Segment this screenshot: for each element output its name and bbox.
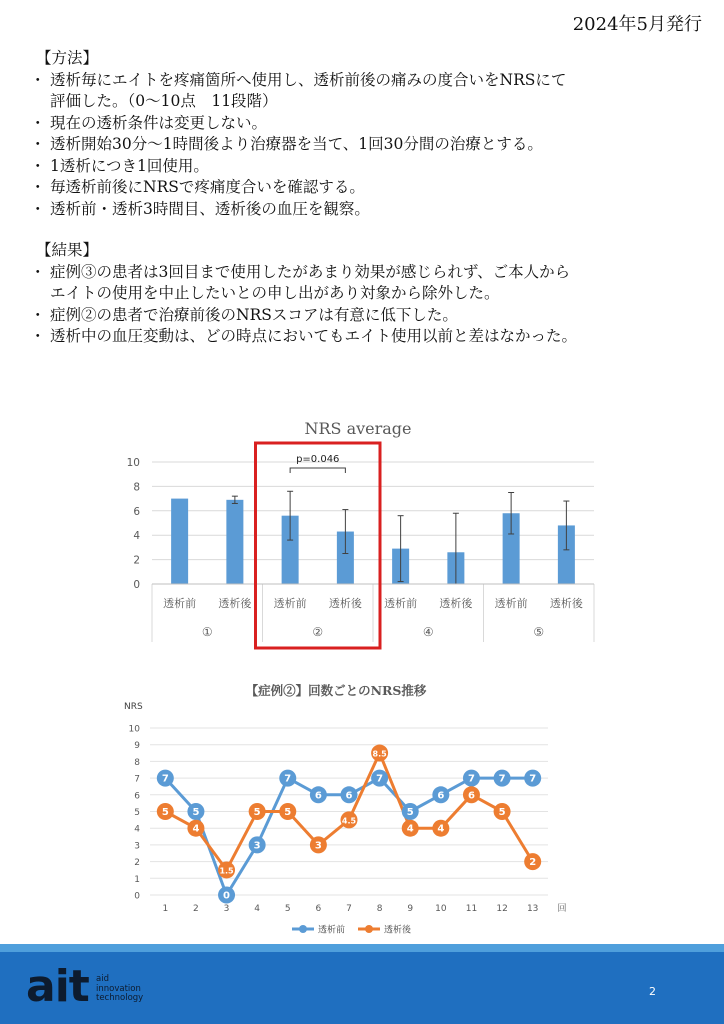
legend-label: 透析後 xyxy=(384,925,412,936)
x-unit-label: 回 xyxy=(557,904,567,914)
y-tick-label: 0 xyxy=(133,579,140,591)
x-category-label: 透析後 xyxy=(218,597,252,610)
p-value-label: p=0.046 xyxy=(296,454,340,465)
x-category-label: 透析前 xyxy=(163,597,197,610)
data-label: 6 xyxy=(314,790,322,802)
y-tick-label: 6 xyxy=(134,791,140,802)
results-heading: 【結果】 xyxy=(36,241,99,259)
y-tick-label: 2 xyxy=(134,858,140,869)
data-label: 5 xyxy=(192,807,200,818)
x-tick-label: 8 xyxy=(376,904,383,914)
data-label: 6 xyxy=(467,790,475,802)
x-group-label: ② xyxy=(312,625,324,639)
data-label: 6 xyxy=(437,790,445,802)
x-tick-label: 1 xyxy=(162,904,169,914)
x-tick-label: 13 xyxy=(526,904,539,914)
chart-title: NRS average xyxy=(304,419,412,438)
bar xyxy=(226,500,243,584)
x-tick-label: 2 xyxy=(193,904,199,914)
methods-heading: 【方法】 xyxy=(36,49,99,67)
data-label: 3 xyxy=(253,840,261,852)
methods-item: ・ 透析開始30分～1時間後より治療器を当て、1回30分間の治療とする。 xyxy=(30,134,700,156)
data-label: 5 xyxy=(253,807,261,818)
legend-label: 透析前 xyxy=(318,925,346,936)
methods-item: ・ 現在の透析条件は変更しない。 xyxy=(30,113,700,135)
methods-section xyxy=(30,48,700,220)
logo-sub-line: innovation xyxy=(96,983,141,994)
data-label: 7 xyxy=(467,773,475,785)
data-label: 7 xyxy=(498,773,506,785)
issue-date: 2024年5月発行 xyxy=(572,14,702,35)
x-tick-label: 11 xyxy=(465,904,478,914)
methods-item: ・ 毎透析前後にNRSで疼痛度合いを確認する。 xyxy=(30,177,700,199)
results-item: ・ 症例③の患者は3回目まで使用したがあまり効果が感じられず、ご本人から エイトの使用を中止したいとの申し出があり対象から除外した。 xyxy=(30,262,700,305)
chart-title: 【症例②】回数ごとのNRS推移 xyxy=(245,683,427,698)
data-label: 4.5 xyxy=(341,816,357,826)
data-label: 0 xyxy=(223,890,231,902)
data-label: 4 xyxy=(406,823,414,835)
data-label: 8.5 xyxy=(372,749,387,759)
highlight-box xyxy=(256,443,381,648)
y-tick-label: 1 xyxy=(134,874,140,885)
footer-bar xyxy=(0,952,724,1024)
data-label: 5 xyxy=(161,807,169,818)
methods-item: ・ 1透析につき1回使用。 xyxy=(30,156,700,178)
x-group-label: ⑤ xyxy=(533,625,545,639)
methods-item: ・ 透析毎にエイトを疼痛箇所へ使用し、透析前後の痛みの度合いをNRSにて 評価した。（0～10点 11段階） xyxy=(30,70,700,113)
data-label: 1.5 xyxy=(219,866,234,876)
significance-bracket xyxy=(290,468,345,473)
data-label: 5 xyxy=(498,807,506,818)
x-tick-label: 10 xyxy=(435,904,447,914)
y-tick-label: 2 xyxy=(133,554,140,567)
x-tick-label: 5 xyxy=(284,904,291,914)
y-tick-label: 10 xyxy=(128,724,140,735)
x-category-label: 透析前 xyxy=(494,597,528,610)
logo-subtitle xyxy=(96,975,176,1004)
x-category-label: 透析後 xyxy=(439,597,473,610)
bar xyxy=(171,499,188,584)
y-tick-label: 10 xyxy=(126,457,140,469)
logo-sub-line: aid xyxy=(96,974,109,984)
y-tick-label: 0 xyxy=(134,891,140,902)
x-tick-label: 4 xyxy=(254,904,261,914)
y-axis-label: NRS xyxy=(124,702,143,712)
nrs-average-bar-chart xyxy=(0,405,724,655)
data-label: 2 xyxy=(529,857,537,869)
legend-marker xyxy=(365,925,373,933)
x-category-label: 透析前 xyxy=(273,597,307,610)
logo-sub-line: technology xyxy=(96,993,144,1003)
y-tick-label: 7 xyxy=(134,774,140,785)
page-number: 2 xyxy=(649,985,656,998)
x-tick-label: 6 xyxy=(315,904,322,914)
x-tick-label: 7 xyxy=(346,904,352,914)
data-label: 7 xyxy=(529,773,537,785)
data-label: 5 xyxy=(284,807,292,818)
legend-marker xyxy=(299,925,307,933)
y-tick-label: 5 xyxy=(134,808,140,818)
y-tick-label: 8 xyxy=(134,757,140,768)
results-section xyxy=(30,240,700,348)
y-tick-label: 3 xyxy=(134,841,140,852)
y-tick-label: 8 xyxy=(133,481,140,494)
y-tick-label: 4 xyxy=(133,530,140,543)
data-label: 7 xyxy=(376,773,384,785)
y-tick-label: 6 xyxy=(133,505,140,518)
results-item: ・ 透析中の血圧変動は、どの時点においてもエイト使用以前と差はなかった。 xyxy=(30,326,700,348)
logo-main-text: ait xyxy=(26,961,89,1012)
x-category-label: 透析後 xyxy=(328,597,362,610)
footer-stripe xyxy=(0,944,724,952)
data-label: 4 xyxy=(437,823,445,835)
methods-item: ・ 透析前・透析3時間目、透析後の血圧を観察。 xyxy=(30,199,700,221)
data-label: 5 xyxy=(406,807,414,818)
x-category-label: 透析後 xyxy=(549,597,583,610)
x-group-label: ① xyxy=(201,625,213,639)
data-label: 7 xyxy=(161,773,169,785)
results-item: ・ 症例②の患者で治療前後のNRSスコアは有意に低下した。 xyxy=(30,305,700,327)
x-category-label: 透析前 xyxy=(384,597,418,610)
x-tick-label: 3 xyxy=(223,904,230,914)
x-tick-label: 9 xyxy=(407,904,414,914)
data-label: 4 xyxy=(192,823,200,835)
data-label: 7 xyxy=(284,773,292,785)
data-label: 6 xyxy=(345,790,353,802)
y-tick-label: 9 xyxy=(134,741,140,752)
x-tick-label: 12 xyxy=(496,904,508,914)
nrs-trend-line-chart xyxy=(0,675,724,940)
x-group-label: ④ xyxy=(422,625,434,639)
data-label: 3 xyxy=(314,840,322,852)
y-tick-label: 4 xyxy=(134,824,140,835)
